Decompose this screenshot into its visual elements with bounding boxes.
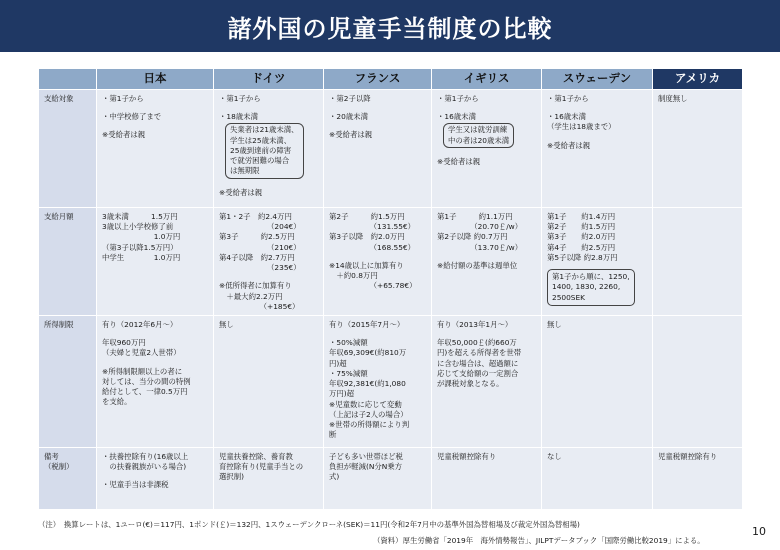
- table-cell-france: [324, 316, 432, 448]
- table-cell-germany: [214, 448, 324, 510]
- cell-text: ・第1子から: [547, 94, 589, 103]
- table-cell-sweden: [542, 90, 653, 208]
- column-header-france: フランス: [324, 69, 432, 90]
- exchange-rate-note: （注） 換算レートは、1ユーロ(€)＝117円、1ポンド(￡)＝132円、1スウェーデンクローネ(SEK)＝11円(令和2年7月中の基準外国為替相場及び裁定外国為替相場): [38, 520, 580, 529]
- cell-text: ・第1子から: [102, 94, 144, 103]
- cell-text: ※低所得者に加算有り ＋最大約2.2万円 （+185€）: [219, 281, 300, 311]
- cell-text: ※受給者は親: [329, 130, 373, 140]
- cell-text: 制度無し: [658, 94, 688, 103]
- table-cell-japan: [97, 448, 214, 510]
- cell-text: 第1・2子 約2.4万円 （204€） 第3子 約2.5万円 （210€） 第4子以降 約2.7万円 （235€）: [219, 212, 301, 273]
- cell-text: 子ども多い世帯ほど税 負担が軽減(N分N乗方 式): [329, 452, 403, 482]
- page-title: 諸外国の児童手当制度の比較: [227, 14, 553, 43]
- cell-text: ※受給者は親: [219, 187, 263, 197]
- cell-text: 3歳未満 1.5万円 3歳以上小学校修了前 1.0万円 （第3子以降1.5万円） 中学生 1.0万円: [102, 212, 181, 262]
- cell-text: 児童税額控除有り: [658, 452, 718, 461]
- cell-text: 無し: [219, 320, 234, 329]
- cell-text: ※給付額の基準は週単位: [437, 260, 518, 270]
- cell-text: 有り（2012年6月～）: [102, 320, 178, 329]
- cell-text: ・中学校修了まで: [102, 112, 162, 122]
- table-row: [39, 90, 743, 208]
- row-header: [39, 90, 97, 208]
- cell-text: （学生は18歳まで）: [547, 122, 616, 132]
- header-corner: [39, 69, 97, 90]
- column-header-germany: ドイツ: [214, 69, 324, 90]
- table-cell-usa: [653, 316, 743, 448]
- table-row: [39, 316, 743, 448]
- cell-text: 児童扶養控除、養育教 育控除有り(児童手当との 選択制): [219, 452, 304, 482]
- cell-text: ※所得制限額以上の者に 対しては、当分の間の特例 給付として、一律0.5万円 を支給。: [102, 366, 191, 407]
- amount-box: 第1子から順に、1250, 1400, 1830, 2260, 2500SEK: [547, 269, 635, 306]
- cell-text: 有り（2015年7月～）: [329, 320, 405, 329]
- table-cell-uk: [432, 208, 542, 316]
- cell-text: 無し: [547, 320, 562, 329]
- title-bar: [0, 0, 780, 52]
- cell-text: ※14歳以上に加算有り ＋約0.8万円 （+65.78€）: [329, 260, 417, 291]
- column-header-japan: 日本: [97, 69, 214, 90]
- table-cell-germany: [214, 90, 324, 208]
- table-cell-france: [324, 90, 432, 208]
- cell-text: 有り（2013年1月～）: [437, 320, 513, 329]
- table-cell-usa: [653, 448, 743, 510]
- column-header-usa: アメリカ: [653, 69, 743, 90]
- cell-text: ・第1子から: [437, 94, 479, 103]
- cell-text: 年収960万円 （夫婦と児童2人世帯）: [102, 338, 181, 358]
- header-row: [39, 69, 743, 90]
- table-cell-uk: [432, 448, 542, 510]
- table-cell-sweden: [542, 448, 653, 510]
- table-cell-japan: [97, 316, 214, 448]
- column-header-uk: イギリス: [432, 69, 542, 90]
- table-cell-usa: [653, 208, 743, 316]
- row-header-label: 備考 （税制）: [44, 452, 74, 472]
- cell-text: 第2子 約1.5万円 （131.55€） 第3子以降 約2.0万円 （168.55€）: [329, 212, 415, 252]
- table-cell-germany: [214, 208, 324, 316]
- table-cell-germany: [214, 316, 324, 448]
- cell-text: ・20歳未満: [329, 112, 368, 122]
- row-header-label: 支給対象: [44, 94, 74, 103]
- table-row: [39, 448, 743, 510]
- bracket-note: 失業者は21歳未満、 学生は25歳未満、 25歳到達前の障害 で就労困難の場合 は無期限: [225, 123, 304, 178]
- source-note: （資料）厚生労働省「2019年 海外情勢報告」、JILPTデータブック「国際労働比較2019」による。: [373, 536, 705, 545]
- cell-text: ※受給者は親: [547, 140, 591, 150]
- table-cell-france: [324, 448, 432, 510]
- cell-text: ・第2子以降: [329, 94, 371, 103]
- cell-text: ・50%減額 年収69,309€(約810万 円)超 ・75%減額 年収92,381€(約1,080 万円)超 ※児童数に応じて変動 （上記は子2人の場合） ※世帯の所得額により判 断: [329, 338, 410, 440]
- cell-text: ・児童手当は非課税: [102, 480, 169, 490]
- cell-text: ・扶養控除有り(16歳以上 の扶養親族がいる場合): [102, 452, 189, 472]
- cell-text: ※受給者は親: [102, 130, 146, 140]
- cell-text: ・16歳未満: [547, 112, 586, 122]
- table-cell-france: [324, 208, 432, 316]
- table-cell-sweden: [542, 316, 653, 448]
- cell-text: ※受給者は親: [437, 156, 481, 166]
- table-cell-japan: [97, 90, 214, 208]
- column-header-sweden: スウェーデン: [542, 69, 653, 90]
- comparison-table: [38, 68, 743, 510]
- row-header: [39, 316, 97, 448]
- row-header-label: 所得制限: [44, 320, 74, 329]
- table-cell-uk: [432, 316, 542, 448]
- cell-text: なし: [547, 452, 562, 461]
- row-header: [39, 208, 97, 316]
- table-cell-japan: [97, 208, 214, 316]
- table-cell-usa: [653, 90, 743, 208]
- cell-text: ・18歳未満: [219, 112, 258, 122]
- cell-text: 年収50,000￡(約660万 円)を超える所得者を世帯 に含む場合は、超過額に 応じて支給額の一定割合 が課税対象となる。: [437, 338, 522, 389]
- table-row: [39, 208, 743, 316]
- table-cell-sweden: [542, 208, 653, 316]
- row-header: [39, 448, 97, 510]
- table-body: [39, 90, 743, 510]
- cell-text: ・第1子から: [219, 94, 261, 103]
- cell-text: ・16歳未満: [437, 112, 476, 122]
- page-number: 10: [752, 525, 766, 538]
- table-cell-uk: [432, 90, 542, 208]
- cell-text: 第1子 約1.1万円 （20.70￡/w） 第2子以降 約0.7万円 （13.70￡/w）: [437, 212, 523, 252]
- cell-text: 第1子 約1.4万円 第2子 約1.5万円 第3子 約2.0万円 第4子 約2.5万円 第5子以降 約2.8万円: [547, 212, 618, 262]
- cell-text: 児童税額控除有り: [437, 452, 497, 461]
- bracket-note: 学生又は就労訓練 中の者は20歳未満: [443, 123, 514, 147]
- row-header-label: 支給月額: [44, 212, 74, 221]
